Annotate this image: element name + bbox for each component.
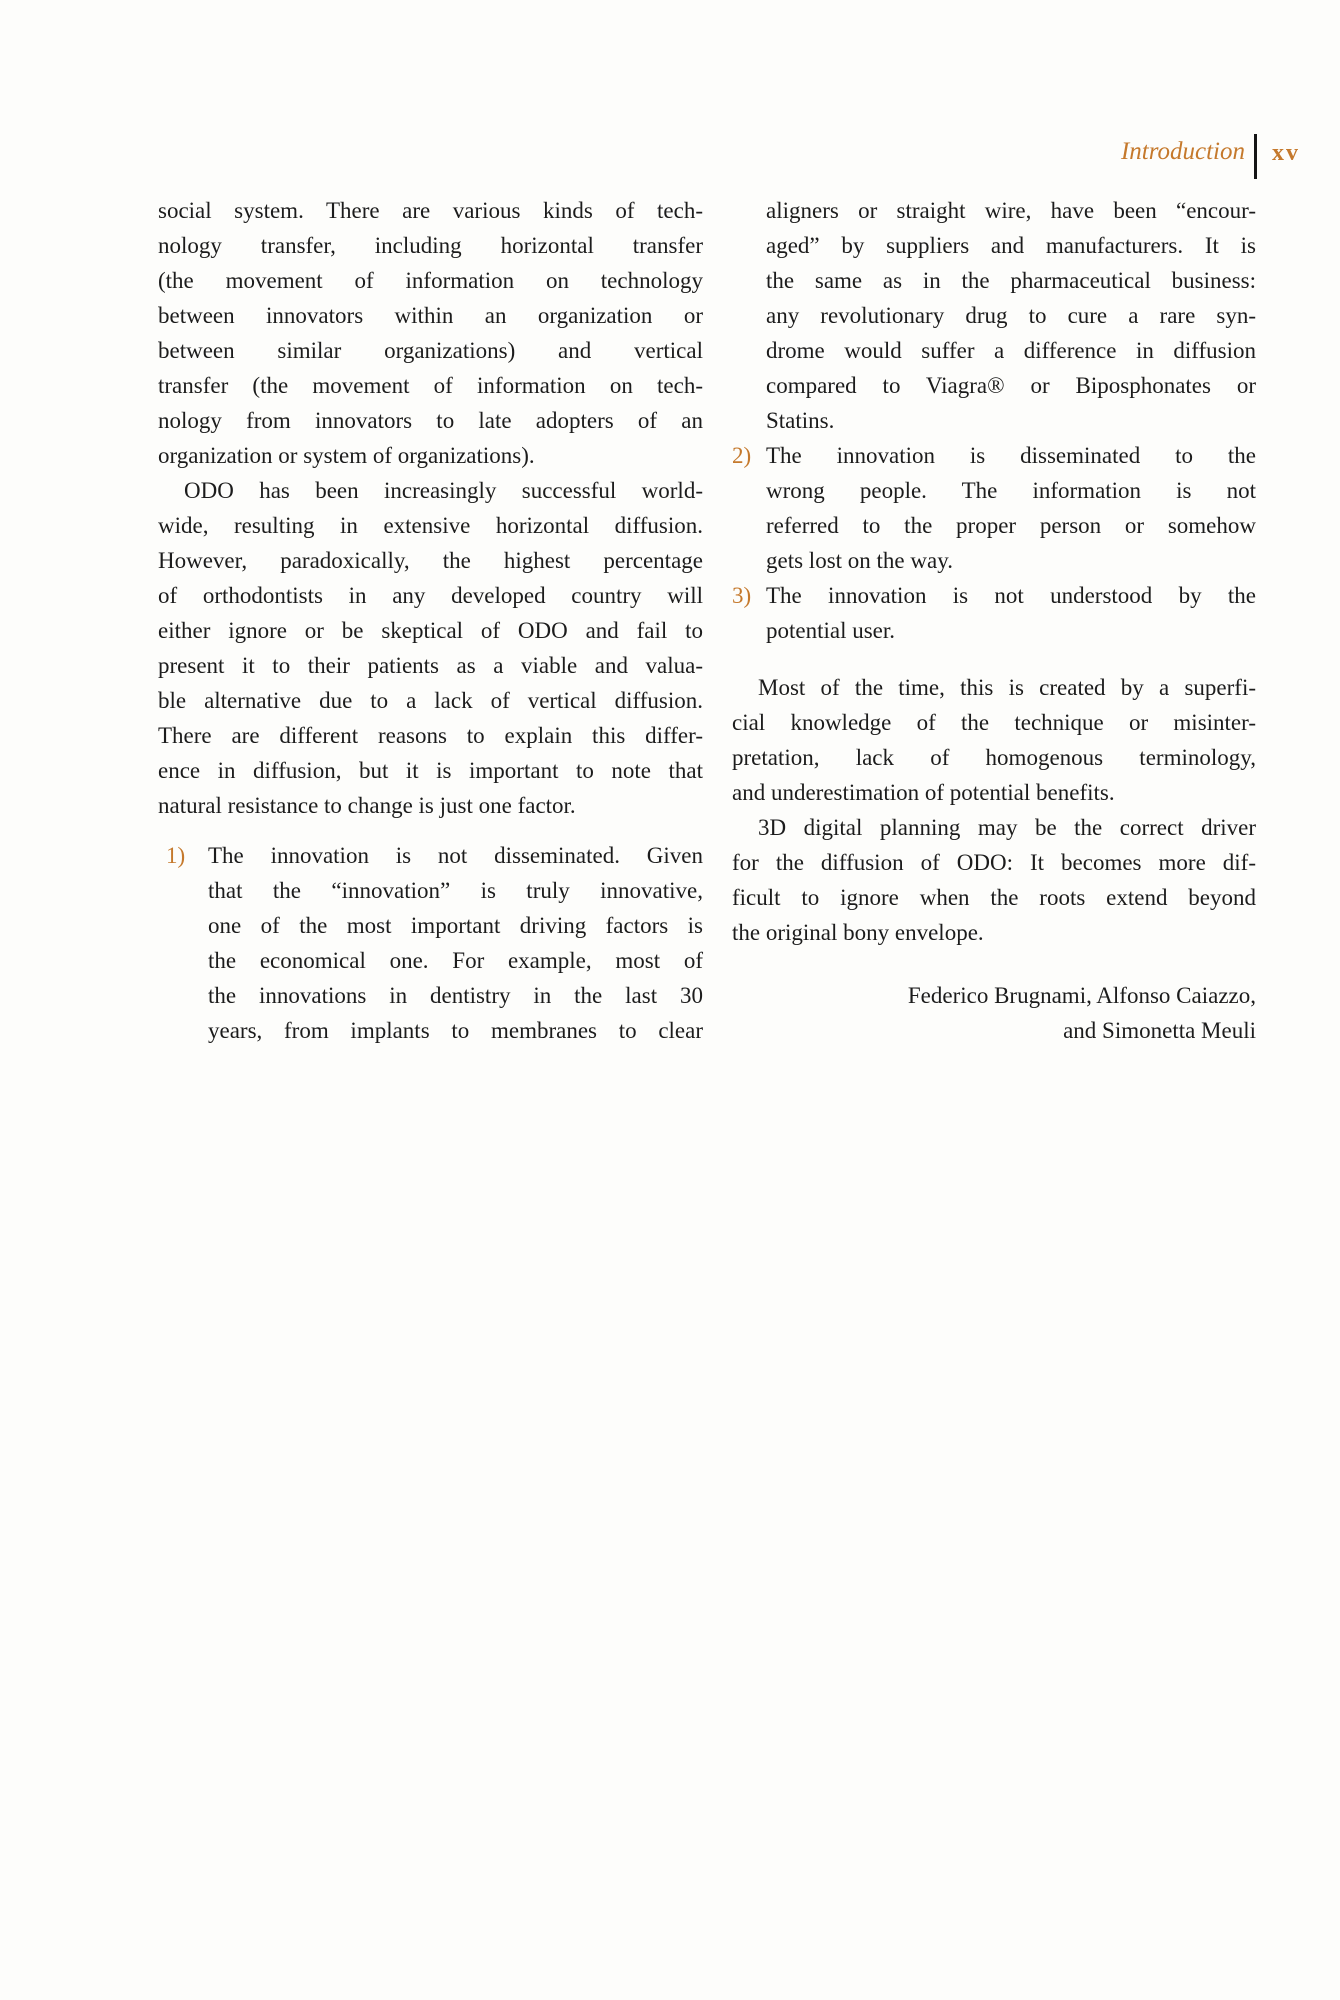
text-line: cial knowledge of the technique or misinter- <box>732 710 1256 735</box>
text-line: organization or system of organizations). <box>158 443 535 468</box>
text-line: between innovators within an organization or <box>158 303 703 328</box>
running-header <box>1121 134 1300 179</box>
text-line: between similar organizations) and vertical <box>158 338 703 363</box>
right-column <box>732 193 1256 1048</box>
text-line: potential user. <box>766 618 896 643</box>
text-line: ble alternative due to a lack of vertical diffusion. <box>158 688 703 713</box>
text-line: aligners or straight wire, have been “encour- <box>766 198 1256 223</box>
text-line: aged” by suppliers and manufacturers. It is <box>766 233 1256 258</box>
list-item-1 <box>158 838 703 1048</box>
text-line: drome would suffer a difference in diffusion <box>766 338 1256 363</box>
text-line: Federico Brugnami, Alfonso Caiazzo, <box>907 983 1256 1008</box>
list-item-3-number: 3) <box>732 583 752 608</box>
text-line: Statins. <box>766 408 835 433</box>
text-line: pretation, lack of homogenous terminology, <box>732 745 1256 770</box>
text-line: any revolutionary drug to cure a rare syn- <box>766 303 1256 328</box>
left-column <box>158 193 703 1048</box>
text-line: However, paradoxically, the highest percentage <box>158 548 703 573</box>
text-line: nology transfer, including horizontal transfer <box>158 233 703 258</box>
text-line: gets lost on the way. <box>766 548 953 573</box>
paragraph-odo-success <box>158 473 703 823</box>
text-line: wrong people. The information is not <box>766 478 1256 503</box>
text-line: the economical one. For example, most of <box>208 948 703 973</box>
header-divider <box>1254 134 1257 179</box>
text-line: for the diffusion of ODO: It becomes more dif- <box>732 850 1256 875</box>
text-line: of orthodontists in any developed country will <box>158 583 703 608</box>
list-item-1-continuation <box>732 193 1256 438</box>
text-line: There are different reasons to explain this differ- <box>158 723 703 748</box>
text-line: one of the most important driving factors is <box>208 913 703 938</box>
list-item-2-text <box>732 438 1256 578</box>
text-line: years, from implants to membranes to clear <box>208 1018 703 1043</box>
section-title: Introduction <box>1120 138 1245 165</box>
paragraph-superficial-knowledge <box>732 670 1256 810</box>
list-item-3 <box>732 578 1256 648</box>
text-line: referred to the proper person or somehow <box>766 513 1256 538</box>
paragraph-social-system <box>158 193 703 473</box>
text-line: Most of the time, this is created by a superfi- <box>758 675 1256 700</box>
text-line: either ignore or be skeptical of ODO and fail to <box>158 618 703 643</box>
text-line: ence in diffusion, but it is important to note that <box>158 758 703 783</box>
list-item-2-number: 2) <box>732 443 752 468</box>
text-line: natural resistance to change is just one factor. <box>158 793 576 818</box>
text-line: ODO has been increasingly successful world- <box>184 478 703 503</box>
text-line: the original bony envelope. <box>732 920 984 945</box>
list-item-1-text <box>158 838 703 1048</box>
paragraph-3d-digital <box>732 810 1256 950</box>
text-line: and Simonetta Meuli <box>1063 1018 1256 1043</box>
text-line: The innovation is disseminated to the <box>766 443 1256 468</box>
text-line: (the movement of information on technology <box>158 268 703 293</box>
text-line: The innovation is not understood by the <box>766 583 1256 608</box>
text-line: transfer (the movement of information on tech- <box>158 373 703 398</box>
text-line: The innovation is not disseminated. Given <box>208 843 703 868</box>
text-line: ficult to ignore when the roots extend beyond <box>732 885 1256 910</box>
text-line: the same as in the pharmaceutical business: <box>766 268 1256 293</box>
text-line: 3D digital planning may be the correct driver <box>758 815 1256 840</box>
text-line: present it to their patients as a viable and valua- <box>158 653 703 678</box>
text-line: wide, resulting in extensive horizontal diffusion. <box>158 513 703 538</box>
list-item-1-number: 1) <box>166 843 186 868</box>
list-item-3-text <box>732 578 1256 648</box>
list-item-2 <box>732 438 1256 578</box>
text-line: nology from innovators to late adopters of an <box>158 408 703 433</box>
page-number: xv <box>1272 140 1300 166</box>
authors-block <box>732 978 1256 1048</box>
text-line: compared to Viagra® or Biposphonates or <box>766 373 1256 398</box>
text-line: and underestimation of potential benefits. <box>732 780 1115 805</box>
text-line: social system. There are various kinds of tech- <box>158 198 703 223</box>
text-line: that the “innovation” is truly innovative, <box>208 878 703 903</box>
text-line: the innovations in dentistry in the last 30 <box>208 983 703 1008</box>
